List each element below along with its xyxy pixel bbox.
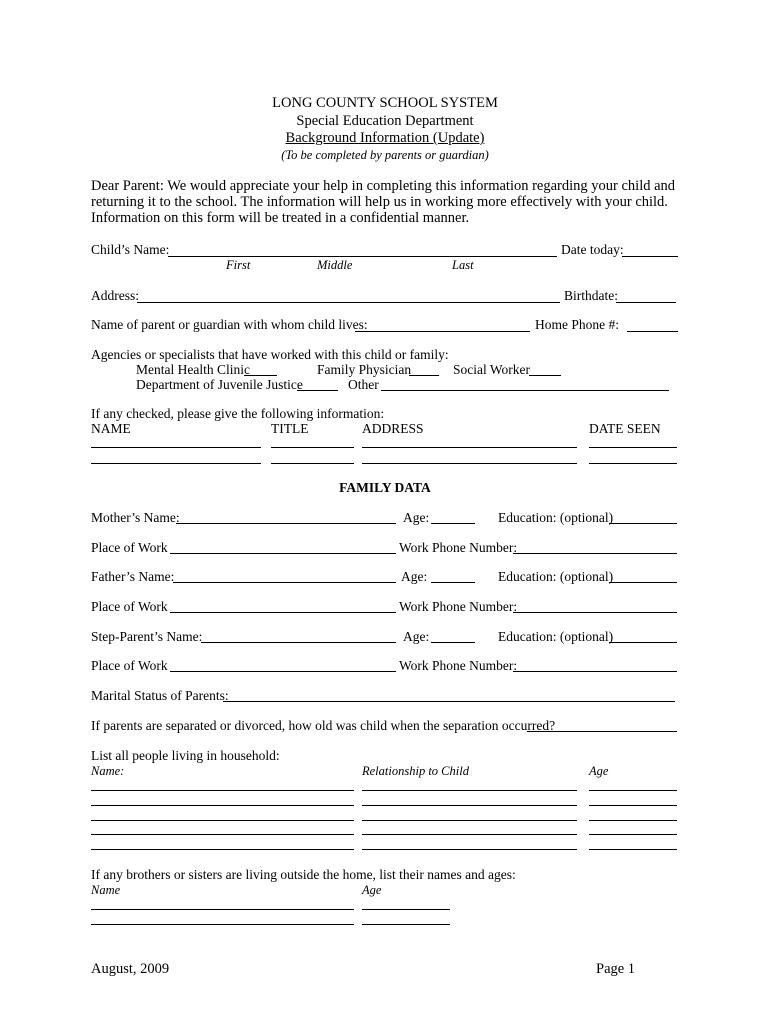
mother-education-label: Education: (optional): [498, 510, 614, 525]
col-address-header: ADDRESS: [362, 421, 424, 436]
family-physician-label: Family Physician: [317, 362, 412, 377]
juvenile-justice-check[interactable]: [297, 390, 338, 391]
school-system-title: LONG COUNTY SCHOOL SYSTEM: [272, 95, 498, 111]
mother-name-label: Mother’s Name:: [91, 510, 180, 525]
siblings-intro: If any brothers or sisters are living outside the home, list their names and ages:: [91, 867, 516, 882]
father-age-label: Age:: [401, 569, 428, 584]
page-number: Page 1: [596, 961, 636, 977]
intro-line-1: Dear Parent: We would appreciate your help in completing this information regarding your child and: [91, 178, 676, 194]
step-parent-education-field[interactable]: [609, 642, 677, 643]
household-relationship-field[interactable]: [362, 805, 577, 806]
birthdate-label: Birthdate:: [564, 288, 618, 303]
birthdate-field[interactable]: [616, 302, 676, 303]
juvenile-justice-label: Department of Juvenile Justice: [136, 377, 303, 392]
date-today-field[interactable]: [622, 256, 678, 257]
step-parent-age-label: Age:: [403, 629, 430, 644]
mother-education-field[interactable]: [609, 523, 677, 524]
agency-date-field[interactable]: [589, 447, 677, 448]
household-name-field[interactable]: [91, 849, 354, 850]
step-parent-name-field[interactable]: [201, 642, 396, 643]
separation-age-label: If parents are separated or divorced, how old was child when the separation occurred?: [91, 718, 556, 733]
step-parent-education-label: Education: (optional): [498, 629, 614, 644]
sibling-age-field[interactable]: [362, 909, 450, 910]
form-subtitle: (To be completed by parents or guardian): [281, 148, 489, 162]
sibling-name-field[interactable]: [91, 924, 354, 925]
col-title-header: TITLE: [271, 421, 309, 436]
father-work-phone-label: Work Phone Number:: [399, 599, 518, 614]
social-worker-label: Social Worker: [453, 362, 531, 377]
marital-status-label: Marital Status of Parents:: [91, 688, 229, 703]
step-parent-age-field[interactable]: [431, 642, 475, 643]
separation-age-field[interactable]: [527, 731, 677, 732]
mother-work-field[interactable]: [170, 553, 396, 554]
home-phone-field[interactable]: [627, 331, 678, 332]
household-relationship-header: Relationship to Child: [362, 764, 469, 778]
household-name-field[interactable]: [91, 805, 354, 806]
date-today-label: Date today:: [561, 242, 624, 257]
agency-address-field[interactable]: [362, 447, 577, 448]
child-name-label: Child’s Name:: [91, 242, 170, 257]
father-work-phone-field[interactable]: [513, 612, 677, 613]
household-name-field[interactable]: [91, 834, 354, 835]
father-name-field[interactable]: [173, 582, 396, 583]
social-worker-check[interactable]: [529, 375, 561, 376]
col-date-seen-header: DATE SEEN: [589, 421, 661, 436]
intro-line-3: Information on this form will be treated in a confidential manner.: [91, 210, 470, 226]
household-relationship-field[interactable]: [362, 820, 577, 821]
step-parent-name-label: Step-Parent’s Name:: [91, 629, 203, 644]
step-parent-work-phone-label: Work Phone Number:: [399, 658, 518, 673]
sibling-name-field[interactable]: [91, 909, 354, 910]
address-field[interactable]: [137, 302, 560, 303]
mental-health-check[interactable]: [244, 375, 277, 376]
household-name-field[interactable]: [91, 820, 354, 821]
child-name-field[interactable]: [168, 256, 557, 257]
household-name-header: Name:: [91, 764, 125, 778]
mental-health-label: Mental Health Clinic: [136, 362, 250, 377]
step-parent-work-phone-field[interactable]: [513, 671, 677, 672]
mother-age-label: Age:: [403, 510, 430, 525]
father-work-field[interactable]: [170, 612, 396, 613]
parent-guardian-label: Name of parent or guardian with whom child lives:: [91, 317, 368, 332]
household-intro: List all people living in household:: [91, 748, 280, 763]
agency-title-field[interactable]: [271, 463, 354, 464]
last-name-caption: Last: [452, 258, 474, 272]
step-parent-work-label: Place of Work: [91, 658, 168, 673]
mother-work-phone-field[interactable]: [513, 553, 677, 554]
parent-guardian-field[interactable]: [355, 331, 530, 332]
father-education-label: Education: (optional): [498, 569, 614, 584]
agency-name-field[interactable]: [91, 447, 261, 448]
siblings-name-header: Name: [91, 883, 121, 897]
home-phone-label: Home Phone #:: [535, 317, 619, 332]
col-name-header: NAME: [91, 421, 131, 436]
family-data-heading: FAMILY DATA: [339, 480, 431, 495]
agencies-intro: Agencies or specialists that have worked with this child or family:: [91, 347, 449, 362]
father-age-field[interactable]: [431, 582, 475, 583]
first-name-caption: First: [226, 258, 251, 272]
household-age-field[interactable]: [589, 849, 677, 850]
father-education-field[interactable]: [609, 582, 677, 583]
agency-name-field[interactable]: [91, 463, 261, 464]
other-label: Other: [348, 377, 379, 392]
department-title: Special Education Department: [296, 113, 474, 129]
siblings-age-header: Age: [362, 883, 382, 897]
step-parent-work-field[interactable]: [170, 671, 396, 672]
mother-work-label: Place of Work: [91, 540, 168, 555]
household-relationship-field[interactable]: [362, 834, 577, 835]
mother-work-phone-label: Work Phone Number:: [399, 540, 518, 555]
household-relationship-field[interactable]: [362, 849, 577, 850]
agency-title-field[interactable]: [271, 447, 354, 448]
father-name-label: Father’s Name:: [91, 569, 175, 584]
family-physician-check[interactable]: [409, 375, 439, 376]
intro-line-2: returning it to the school. The information will help us in working more effectively with your child.: [91, 194, 668, 210]
household-name-field[interactable]: [91, 790, 354, 791]
household-age-header: Age: [589, 764, 609, 778]
address-label: Address:: [91, 288, 139, 303]
agency-date-field[interactable]: [589, 463, 677, 464]
household-age-field[interactable]: [589, 805, 677, 806]
household-age-field[interactable]: [589, 820, 677, 821]
father-work-label: Place of Work: [91, 599, 168, 614]
household-relationship-field[interactable]: [362, 790, 577, 791]
footer-date: August, 2009: [91, 961, 170, 977]
mother-name-field[interactable]: [176, 523, 396, 524]
form-title: Background Information (Update): [285, 130, 485, 146]
other-field[interactable]: [381, 390, 669, 391]
if-checked-label: If any checked, please give the following information:: [91, 406, 385, 421]
sibling-age-field[interactable]: [362, 924, 450, 925]
middle-name-caption: Middle: [317, 258, 353, 272]
agency-address-field[interactable]: [362, 463, 577, 464]
marital-status-field[interactable]: [223, 701, 675, 702]
mother-age-field[interactable]: [431, 523, 475, 524]
household-age-field[interactable]: [589, 834, 677, 835]
household-age-field[interactable]: [589, 790, 677, 791]
